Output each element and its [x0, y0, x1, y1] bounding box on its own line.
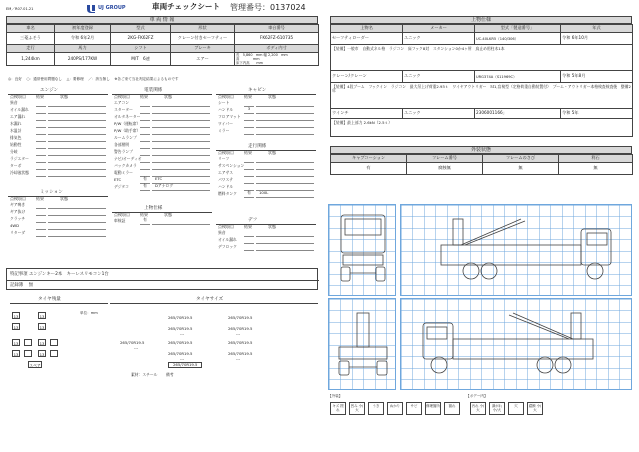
tire-size-dash: --- [180, 331, 185, 336]
truck-rear-view [328, 298, 396, 390]
vehicle-value: 240PS/177KW [55, 53, 111, 66]
check-item: バックカメラ [114, 163, 137, 168]
record-book-label: 記録簿 [10, 282, 24, 288]
special-notes-label: 特記事項 [10, 272, 28, 277]
check-state[interactable] [48, 163, 106, 170]
check-result[interactable] [36, 100, 46, 107]
check-item: オルタネーター [114, 114, 141, 119]
check-item: エアサス [218, 170, 234, 175]
check-item: ギア鳴き [10, 202, 26, 207]
check-state[interactable] [152, 121, 210, 128]
upper-spec-note: 【装備】4段ブーム フックイン ラジコン 最大吊上げ荷重2.93ｔ ワイヤアウトリガー Ｍ1,盲検型（定格荷重自動装置付） ブーム・アウトリガー本格検査検査後 整備2年 [331, 83, 633, 109]
exterior-value: 腐蝕無 [407, 163, 483, 175]
vehicle-value: 三菱ふそう [7, 33, 55, 45]
upper-spec-cell: 2306001166」 [475, 109, 561, 119]
legend-good: ◎：良好 [8, 77, 22, 81]
page-title: 車両チェックシート [152, 2, 221, 11]
exterior-header: キャブコーション [331, 155, 407, 163]
check-result[interactable] [140, 149, 150, 156]
check-header: 状態 [164, 211, 172, 217]
check-item: ルームランプ [114, 135, 137, 140]
section-title: ミッション [40, 190, 63, 195]
body-legend-label: 【ボデー内】 [466, 394, 488, 398]
damage-legend-item[interactable]: うき [368, 402, 384, 415]
section-title: 上物仕様 [144, 206, 163, 211]
check-result[interactable]: 有 [140, 218, 150, 225]
exterior-values [331, 163, 633, 175]
check-result[interactable] [140, 142, 150, 149]
check-header: 状態 [60, 195, 68, 201]
upper-spec-cell: ウインチ [331, 109, 403, 119]
exterior-headers [331, 155, 633, 163]
section-title: エンジン [40, 88, 59, 93]
check-result[interactable] [36, 121, 46, 128]
check-header: 点検項目 [114, 93, 130, 99]
upper-spec-row [331, 33, 633, 45]
vehicle-value: M/T 6速 [111, 53, 171, 66]
check-header: 結果 [140, 93, 148, 99]
check-result[interactable] [244, 244, 254, 251]
tire-remaining-box-empty[interactable] [24, 339, 32, 346]
check-state[interactable] [48, 223, 106, 230]
section-title: キャビン [248, 88, 267, 93]
tire-size-dash: --- [180, 356, 185, 361]
check-item: デフロック [218, 244, 237, 249]
damage-legend-item[interactable]: 腐蝕 小/大 [527, 402, 543, 415]
damage-legend-item[interactable]: 汚れ 小/大 [470, 402, 486, 415]
check-item: 燃料タンク [218, 191, 237, 196]
check-item: ハンドル [218, 107, 234, 112]
check-item: パワステ [218, 177, 233, 182]
check-state[interactable] [152, 163, 210, 170]
check-result[interactable] [36, 142, 46, 149]
check-header: 結果 [36, 93, 44, 99]
exterior-header: フレーム番号 [407, 155, 483, 163]
damage-legend-item[interactable]: 剥がれ 小/大 [489, 402, 505, 415]
damage-legend-item[interactable]: サビ [406, 402, 422, 415]
vehicle-header: 型式 [111, 25, 171, 33]
truck-front-view [328, 204, 396, 296]
check-state[interactable] [152, 156, 210, 163]
check-state[interactable] [256, 100, 314, 107]
check-header: 点検項目 [10, 93, 26, 99]
check-result[interactable] [36, 223, 46, 230]
check-result[interactable] [244, 121, 254, 128]
check-header: 点検項目 [218, 93, 234, 99]
check-item: デジタコ [114, 184, 129, 189]
check-result[interactable] [140, 107, 150, 114]
truck-front-drawing [329, 205, 397, 297]
upper-spec-cell: 令和 6年10月 [561, 33, 633, 45]
damage-legend-item[interactable]: 穴 [508, 402, 524, 415]
check-result[interactable] [36, 149, 46, 156]
check-result[interactable] [140, 114, 150, 121]
exterior-legend-label: 【外装】 [328, 394, 343, 398]
vehicle-header: 初年度登録 [55, 25, 111, 33]
check-item: 水温計 [10, 128, 22, 133]
exterior-header: 利石 [559, 155, 633, 163]
vehicle-header: 馬力 [55, 45, 111, 53]
check-state[interactable] [256, 107, 314, 114]
exterior-title: 外装状態 [330, 146, 632, 154]
vehicle-header: 車台番号 [235, 25, 319, 33]
damage-legend-item[interactable]: 凹み 小/大 [349, 402, 365, 415]
exterior-value: 有 [331, 163, 407, 175]
check-result[interactable] [244, 230, 254, 237]
check-state[interactable] [48, 121, 106, 128]
check-state[interactable] [152, 128, 210, 135]
check-item: シート [218, 100, 230, 105]
check-item: 異音 [218, 230, 226, 235]
check-state[interactable] [256, 114, 314, 121]
check-result[interactable] [244, 177, 254, 184]
tire-size: 265/70R19.5 [228, 351, 253, 356]
check-state[interactable] [48, 209, 106, 216]
check-header: 点検項目 [114, 211, 130, 217]
exterior-table [330, 154, 633, 175]
tire-size-dash: --- [134, 345, 139, 350]
tire-size: 265/70R19.5 [168, 326, 193, 331]
truck-left-drawing [401, 205, 633, 297]
check-state[interactable] [256, 170, 314, 177]
check-header: 状態 [268, 149, 276, 155]
tire-remaining-box-empty[interactable] [24, 350, 32, 357]
check-item: エア漏れ [10, 114, 26, 119]
upper-spec-row [331, 109, 633, 119]
check-header: 状態 [268, 223, 276, 229]
tire-remaining-box[interactable]: 13 [13, 352, 19, 357]
check-state[interactable] [152, 218, 210, 225]
check-header: 状態 [164, 93, 172, 99]
check-state[interactable] [256, 121, 314, 128]
check-header: 点検項目 [10, 195, 26, 201]
tire-size: 265/70R19.5 [168, 351, 193, 356]
legend-note: ※各ご来て当社判定結果によるものです [114, 77, 179, 81]
check-item: P/W（助手席） [114, 128, 141, 133]
upper-spec-title: 上物仕様 [330, 16, 632, 24]
check-result[interactable] [140, 121, 150, 128]
upper-spec-header: メーカー [403, 25, 475, 33]
check-result[interactable]: 有 [140, 184, 150, 191]
check-result[interactable] [36, 209, 46, 216]
check-item: 始動性 [10, 142, 22, 147]
spare-tire-size: 265/70R19.5 [168, 362, 202, 368]
check-state[interactable] [256, 163, 314, 170]
upper-spec-note: 【装備】最上部力 2.6kN（2.5ｔ） [331, 119, 633, 137]
check-result[interactable] [36, 230, 46, 237]
check-item: ワイパー [218, 121, 233, 126]
check-item: スターター [114, 107, 133, 112]
check-state[interactable] [48, 170, 106, 177]
vehicle-header: ブレーキ [171, 45, 235, 53]
special-notes-box [6, 268, 318, 290]
check-state[interactable] [152, 107, 210, 114]
upper-spec-header: 年式 [561, 25, 633, 33]
upper-spec-header: 型式「製造番号」 [475, 25, 561, 33]
check-item: 電動ミラー [114, 170, 133, 175]
check-result[interactable] [36, 128, 46, 135]
truck-rear-drawing [329, 299, 397, 391]
check-result[interactable] [36, 156, 46, 163]
upper-spec-note-row [331, 119, 633, 137]
check-item: ラジエター [10, 156, 29, 161]
check-item: ナビ/オーディオ [114, 156, 142, 161]
vehicle-header: ボディ内寸 [235, 45, 319, 53]
tire-remaining-box-empty[interactable] [50, 350, 58, 357]
tire-size: 265/70R19.5 [228, 326, 253, 331]
check-item: オイル漏れ [10, 107, 29, 112]
check-state[interactable]: Dアナログ [152, 184, 210, 191]
section-title: 走行関係 [248, 144, 267, 149]
tire-remaining-box[interactable]: 13 [13, 341, 19, 346]
truck-right-side-view [400, 298, 632, 390]
check-state[interactable] [48, 149, 106, 156]
tire-size: 265/70R19.5 [228, 340, 253, 345]
section-title: 電装関係 [144, 88, 163, 93]
check-state[interactable] [256, 177, 314, 184]
check-item: フロアマット [218, 114, 241, 119]
tire-remaining-box[interactable]: 13 [39, 341, 45, 346]
damage-legend-item[interactable]: ぬかり [387, 402, 403, 415]
upper-spec-cell: 令和 5年8月 [561, 71, 633, 83]
upper-spec-table [330, 24, 633, 137]
check-result[interactable]: 有 [244, 191, 254, 198]
check-state[interactable] [152, 135, 210, 142]
check-result[interactable] [36, 107, 46, 114]
tire-size: 265/70R19.5 [120, 340, 145, 345]
check-result[interactable] [244, 163, 254, 170]
check-result[interactable]: 3 [244, 107, 254, 114]
wheel-remark: 備考 [166, 372, 174, 377]
mgmt-label: 管理番号： [230, 3, 270, 12]
check-state[interactable] [48, 216, 106, 223]
check-state[interactable] [152, 142, 210, 149]
check-state[interactable] [48, 107, 106, 114]
vehicle-header: 走行 [7, 45, 55, 53]
wheel-material: 素材：スチール [131, 372, 158, 377]
check-header: 結果 [244, 149, 252, 155]
check-state[interactable] [48, 114, 106, 121]
record-book-line [10, 283, 33, 288]
exterior-header: フレームのさび [483, 155, 559, 163]
tire-remaining-box[interactable]: 13 [39, 325, 45, 330]
upper-spec-cell: UC-40LKR5（140/306） [475, 33, 561, 45]
upper-spec-note-row [331, 83, 633, 109]
check-item: 排気色 [10, 135, 22, 140]
check-item: 異音 [10, 100, 18, 105]
upper-spec-cell: ユニック [403, 71, 475, 83]
check-result[interactable] [140, 163, 150, 170]
check-result[interactable]: 有 [140, 177, 150, 184]
check-state[interactable] [152, 149, 210, 156]
check-state[interactable] [48, 202, 106, 209]
check-item: ターボ [10, 163, 22, 168]
legend-na: ／：該当無し [88, 77, 110, 81]
check-item: 水漏れ [10, 121, 22, 126]
tire-remaining-box[interactable]: 13 [39, 352, 45, 357]
vehicle-info-title: 車 両 情 報 [6, 16, 318, 24]
tire-size-dash: --- [236, 356, 241, 361]
upper-spec-headers [331, 25, 633, 33]
tire-size-dash: --- [236, 331, 241, 336]
tire-size: 265/70R19.5 [168, 315, 193, 320]
tire-size-title: タイヤサイズ [196, 297, 224, 302]
check-item: ギア抜け [10, 209, 26, 214]
special-notes-line [10, 272, 109, 277]
check-result[interactable] [36, 202, 46, 209]
tire-remaining-title: タイヤ残量 [38, 297, 61, 302]
check-item: ミラー [218, 128, 230, 133]
check-header: 結果 [36, 195, 44, 201]
check-result[interactable] [36, 170, 46, 177]
check-result[interactable] [140, 135, 150, 142]
vehicle-value: エアー [171, 53, 235, 66]
check-item: オイル漏れ [218, 237, 237, 242]
section-title: デフ [248, 218, 258, 223]
tire-size: 265/70R19.5 [228, 315, 253, 320]
check-state[interactable] [48, 230, 106, 237]
check-result[interactable] [140, 100, 150, 107]
check-item: ハンドル [218, 184, 234, 189]
dim-line: 床下内高 mm [236, 61, 263, 65]
vehicle-value: 1,244km [7, 53, 55, 66]
check-result[interactable] [36, 135, 46, 142]
check-result[interactable] [244, 114, 254, 121]
check-state[interactable] [152, 114, 210, 121]
upper-spec-note: 【装備】一般市 自動式ネル格 ラジコン 床フック8対 スタンション0か4ヶ所 鳥止め用柱木1本 [331, 45, 633, 71]
record-book-value: 無 [28, 282, 34, 288]
check-item: エアコン [114, 100, 129, 105]
vehicle-value: FK62FZ-610735 [235, 33, 319, 45]
upper-spec-row [331, 71, 633, 83]
dim-line: 高 mm [236, 57, 260, 61]
check-result[interactable] [244, 156, 254, 163]
special-notes-value: エンジンキー2本 キーレスリモコン1台 [28, 272, 109, 277]
damage-legend-item[interactable]: 割れ [444, 402, 460, 415]
upper-spec-cell: クレーン/クレーン [331, 71, 403, 83]
legend-repair: △：要修理 [66, 77, 84, 81]
dim-line: 長 5,860 mm 幅 2,200 mm [236, 53, 288, 57]
check-item: 4WD [10, 223, 20, 228]
check-item: ETC [114, 177, 122, 182]
tire-unit: 単位：mm [80, 311, 98, 315]
upper-spec-cell: ユニック [403, 109, 475, 119]
upper-spec-cell: ユニック [403, 33, 475, 45]
check-header: 点検項目 [218, 223, 234, 229]
check-item: P/W（運転席） [114, 121, 141, 126]
check-state[interactable] [48, 100, 106, 107]
check-state[interactable] [48, 135, 106, 142]
legend-ok: ○：通常使用問題なし [26, 77, 62, 81]
check-state[interactable] [256, 230, 314, 237]
check-result[interactable] [140, 156, 150, 163]
check-state[interactable] [256, 244, 314, 251]
check-result[interactable] [244, 170, 254, 177]
check-header: 結果 [244, 223, 252, 229]
check-state[interactable] [48, 128, 106, 135]
check-header: 結果 [140, 211, 148, 217]
vehicle-value: 2KG-FK62FZ [111, 33, 171, 45]
check-state[interactable] [256, 156, 314, 163]
check-header: 状態 [60, 93, 68, 99]
vehicle-header: 車名 [7, 25, 55, 33]
upper-spec-header: 上物名 [331, 25, 403, 33]
check-state[interactable] [256, 237, 314, 244]
check-result[interactable] [36, 114, 46, 121]
brand-name: UJ GROUP [98, 5, 126, 11]
check-state[interactable]: 100L [256, 191, 314, 198]
tire-remaining-box[interactable]: 13 [13, 325, 19, 330]
check-item: クラッチ [10, 216, 26, 221]
check-item: 各部照明 [114, 142, 130, 147]
check-result[interactable] [140, 128, 150, 135]
check-item: 分岐 [10, 149, 18, 154]
exterior-value: 無 [559, 163, 633, 175]
truck-left-side-view [400, 204, 632, 296]
check-result[interactable] [244, 237, 254, 244]
check-header: 状態 [268, 93, 276, 99]
upper-spec-cell: 令和 5年 [561, 109, 633, 119]
vehicle-value: クレーン付きセーフティー [171, 33, 235, 45]
check-header: 点検項目 [218, 149, 234, 155]
damage-legend-item[interactable]: 修理箇所 [425, 402, 441, 415]
check-state[interactable] [256, 128, 314, 135]
check-state[interactable]: ETC [152, 177, 210, 184]
tire-size: 265/70R19.5 [168, 340, 193, 345]
tire-remaining-box[interactable]: 13 [13, 314, 19, 319]
mgmt-value: 0137024 [270, 3, 306, 12]
tire-remaining-box[interactable]: 13 [39, 314, 45, 319]
check-item: 警告ランプ [114, 149, 133, 154]
check-item: サスペンション [218, 163, 245, 168]
upper-spec-cell: URG374A（S11969C） [475, 71, 561, 83]
check-item: 車検証 [114, 218, 126, 223]
check-state[interactable] [48, 142, 106, 149]
check-item: 冷却液状態 [10, 170, 29, 175]
upper-spec-cell: セーフティローダー [331, 33, 403, 45]
spare-tire-label: スペア [29, 363, 41, 368]
doc-id: EM／R07.01.21 [6, 7, 34, 11]
check-result[interactable] [36, 163, 46, 170]
exterior-value: 無 [483, 163, 559, 175]
truck-right-drawing [401, 299, 633, 391]
check-state[interactable] [48, 156, 106, 163]
vehicle-header: シフト [111, 45, 171, 53]
check-state[interactable] [152, 100, 210, 107]
tire-remaining-box-empty[interactable] [50, 339, 58, 346]
vehicle-header: 形状 [171, 25, 235, 33]
check-item: リターダ [10, 230, 26, 235]
check-result[interactable] [244, 128, 254, 135]
upper-spec-note-row [331, 45, 633, 71]
damage-legend-item[interactable]: キズ 擦れ [330, 402, 346, 415]
check-header: 結果 [244, 93, 252, 99]
check-item: リーフ [218, 156, 230, 161]
check-result[interactable] [36, 216, 46, 223]
vehicle-value: 令和 6年2月 [55, 33, 111, 45]
